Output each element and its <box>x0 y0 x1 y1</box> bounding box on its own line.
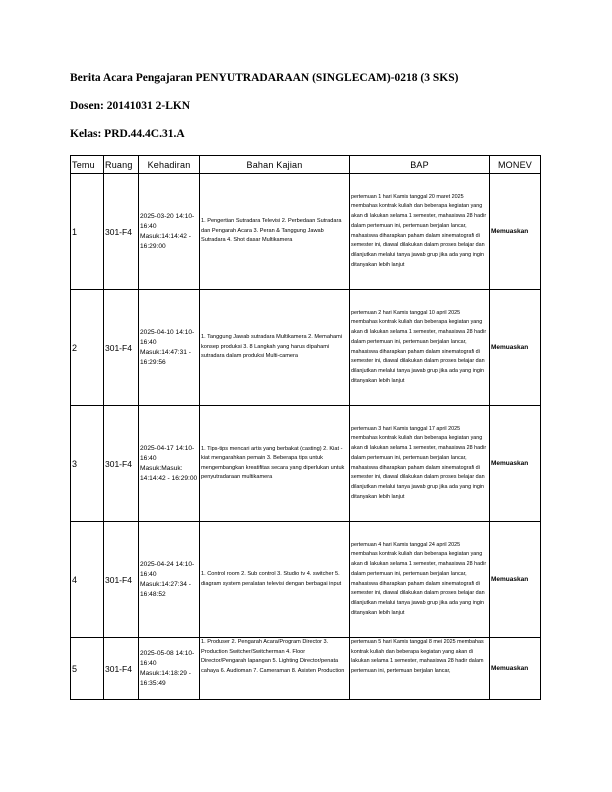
cell-ruang: 301-F4 <box>104 290 139 406</box>
table-row <box>71 290 541 406</box>
table-header-row <box>71 156 541 174</box>
column-header-monev: MONEV <box>490 156 541 174</box>
cell-bahan-kajian: 1. Tips-tips mencari artis yang berbakat (casting) 2. Kiat - kiat mengarahkan pemain 3. Beberapa tips untuk mengembangkan kreatifitas secara yang diperlukan untuk penyutradaraan multikamera <box>200 406 350 522</box>
cell-kehadiran: 2025-04-24 14:10-16:40 Masuk:14:27:34 - 16:48:52 <box>139 522 200 638</box>
class-line: Kelas: PRD.44.4C.31.A <box>70 128 185 140</box>
column-header-bahan-kajian: Bahan Kajian <box>200 156 350 174</box>
cell-monev: Memuaskan <box>490 406 541 522</box>
cell-kehadiran: 2025-04-10 14:10-16:40 Masuk:14:47:31 - 16:29:56 <box>139 290 200 406</box>
cell-bap: pertemuan 4 hari Kamis tanggal 24 april 2025 membahas kontrak kuliah dan beberapa kegiatan yang akan di lakukan selama 1 semester, mahasiswa 28 hadir dalam pertemuan ini, pertemuan berjalan lancar, mahasiswa diharapkan paham dalam sinematografi di semester ini, diawal dilakukan dalam proses belajar dan dilanjutkan melalui tanya jawab grup jika ada yang ingin ditanyakan lebih lanjut <box>350 522 490 638</box>
cell-kehadiran: 2025-03-20 14:10-16:40 Masuk:14:14:42 - 16:29:00 <box>139 174 200 290</box>
cell-monev: Memuaskan <box>490 174 541 290</box>
cell-ruang: 301-F4 <box>104 406 139 522</box>
cell-bap-text: pertemuan 5 hari Kamis tanggal 8 mei 2025 membahas kontrak kuliah dan beberapa kegiatan yang akan di lakukan selama 1 semester, mahasiswa 28 hadir dalam pertemuan ini, pertemuan berjalan lancar, <box>351 639 484 675</box>
cell-monev: Memuaskan <box>490 290 541 406</box>
column-header-temu: Temu <box>71 156 104 174</box>
lecturer-line: Dosen: 20141031 2-LKN <box>70 100 191 112</box>
cell-bap: pertemuan 2 hari Kamis tanggal 10 april 2025 membahas kontrak kuliah dan beberapa kegiatan yang akan di lakukan selama 1 semester, mahasiswa 28 hadir dalam pertemuan ini, pertemuan berjalan lancar, mahasiswa diharapkan paham dalam sinematografi di semester ini, diawal dilakukan dalam proses belajar dan dilanjutkan melalui tanya jawab grup jika ada yang ingin ditanyakan lebih lanjut <box>350 290 490 406</box>
column-header-ruang: Ruang <box>104 156 139 174</box>
cell-bahan-kajian-text: 1. Produser 2. Pengarah Acara/Program Director 3. Production Switcher/Switcherman 4. Floor Director/Pengarah lapangan 5. Lighting Director/penata cahaya 6. Audioman 7. Cameraman 8. Asisten Production <box>201 639 345 674</box>
cell-bahan-kajian: 1. Tanggung Jawab sutradara Multikamera 2. Memahami konsep produksi 3. 8 Langkah yang harus dipahami sutradara dalam produksi Multi-camera <box>200 290 350 406</box>
cell-ruang: 301-F4 <box>104 174 139 290</box>
teaching-record-table <box>70 155 541 700</box>
table-row <box>71 638 541 700</box>
cell-kehadiran: 2025-04-17 14:10-16:40 Masuk:Masuk: 14:14:42 - 16:29:00 <box>139 406 200 522</box>
cell-bahan-kajian: 1. Control room 2. Sub control 3. Studio tv 4. switcher 5. diagram system peralatan televisi dengan berbagai input <box>200 522 350 638</box>
cell-kehadiran: 2025-05-08 14:10-16:40 Masuk:14:18:29 - 16:35:49 <box>139 638 200 700</box>
cell-temu: 3 <box>71 406 104 522</box>
cell-bap <box>350 638 490 700</box>
cell-bahan-kajian: 1. Pengertian Sutradara Televisi 2. Perbedaan Sutradara dan Pengarah Acara 3. Peran & Tanggung Jawab Sutradara 4. Shot dasar Multikamera <box>200 174 350 290</box>
document-title: Berita Acara Pengajaran PENYUTRADARAAN (SINGLECAM)-0218 (3 SKS) <box>70 72 459 84</box>
cell-ruang: 301-F4 <box>104 522 139 638</box>
cell-temu: 5 <box>71 638 104 700</box>
cell-bap: pertemuan 3 hari Kamis tanggal 17 april 2025 membahas kontrak kuliah dan beberapa kegiatan yang akan di lakukan selama 1 semester, mahasiswa 28 hadir dalam pertemuan ini, pertemuan berjalan lancar, mahasiswa diharapkan paham dalam sinematografi di semester ini, diawal dilakukan dalam proses belajar dan dilanjutkan melalui tanya jawab grup jika ada yang ingin ditanyakan lebih lanjut <box>350 406 490 522</box>
cell-temu: 2 <box>71 290 104 406</box>
table-row <box>71 174 541 290</box>
cell-bap: pertemuan 1 hari Kamis tanggal 20 maret 2025 membahas kontrak kuliah dan beberapa kegiatan yang akan di lakukan selama 1 semester, mahasiswa 28 hadir dalam pertemuan ini, pertemuan berjalan lancar, mahasiswa diharapkan paham dalam sinematografi di semester ini, diawal dilakukan dalam proses belajar dan dilanjutkan melalui tanya jawab grup jika ada yang ingin ditanyakan lebih lanjut <box>350 174 490 290</box>
cell-ruang: 301-F4 <box>104 638 139 700</box>
table-row <box>71 522 541 638</box>
table-row <box>71 406 541 522</box>
cell-monev: Memuaskan <box>490 638 541 700</box>
column-header-kehadiran: Kehadiran <box>139 156 200 174</box>
cell-monev: Memuaskan <box>490 522 541 638</box>
column-header-bap: BAP <box>350 156 490 174</box>
cell-temu: 1 <box>71 174 104 290</box>
cell-bahan-kajian <box>200 638 350 700</box>
cell-temu: 4 <box>71 522 104 638</box>
